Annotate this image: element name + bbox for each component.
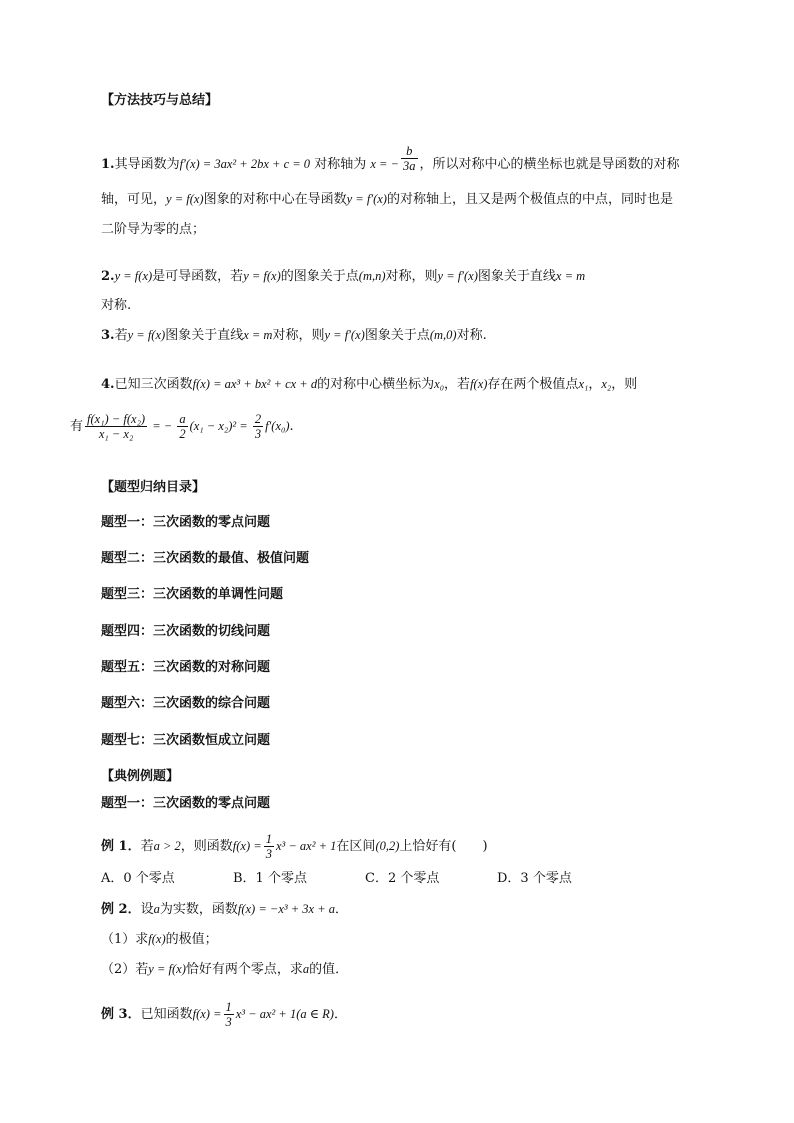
text: ，所以对称中心的横坐标也就是导函数的对称 bbox=[419, 157, 680, 172]
formula: f(x) = bbox=[192, 1007, 222, 1021]
formula: x³ − ax² + 1(a ∈ R) bbox=[235, 1007, 334, 1021]
section-heading-methods: 【方法技巧与总结】 bbox=[101, 93, 219, 108]
text: 的对称轴上，且又是两个极值点的中点，同时也是 bbox=[386, 192, 673, 207]
text: ，若 bbox=[444, 377, 471, 392]
option-b: B．1 个零点 bbox=[233, 871, 307, 886]
text: 的极值； bbox=[165, 932, 218, 947]
catalog-item-3: 题型三：三次函数的单调性问题 bbox=[101, 587, 284, 602]
paragraph-1-line-3: 二阶导为零的点； bbox=[101, 222, 206, 237]
text: 已知三次函数 bbox=[114, 377, 193, 392]
formula: (m,n) bbox=[358, 269, 386, 283]
text: 的值． bbox=[309, 962, 349, 977]
text: 有 bbox=[70, 419, 84, 434]
text: 图象关于点 bbox=[364, 328, 430, 343]
example-2-question bbox=[101, 901, 348, 918]
text: 是可导函数，若 bbox=[152, 269, 244, 284]
text: （1）求 bbox=[101, 932, 149, 947]
text: ，则函数 bbox=[180, 839, 233, 854]
paragraph-3 bbox=[101, 327, 487, 344]
formula: y = f(x) bbox=[114, 269, 153, 283]
text: ． bbox=[333, 1007, 347, 1022]
section-heading-catalog: 【题型归纳目录】 bbox=[101, 480, 206, 495]
formula: a > 2 bbox=[153, 839, 181, 853]
example-1-options bbox=[101, 871, 572, 887]
formula: y = f(x) bbox=[166, 192, 204, 206]
text: 为实数，函数 bbox=[159, 902, 238, 917]
formula: x₀ bbox=[434, 377, 445, 391]
text: 轴，可见， bbox=[101, 192, 167, 207]
example-1-question bbox=[101, 832, 488, 861]
numerator: 1 bbox=[265, 832, 272, 846]
denominator: 3 bbox=[254, 427, 262, 441]
example-type-heading: 题型一：三次函数的零点问题 bbox=[101, 796, 271, 811]
example-label: 例 2． bbox=[101, 902, 141, 917]
item-number: 1. bbox=[101, 157, 115, 172]
text: 对称轴为 bbox=[310, 157, 371, 172]
example-2-part-1 bbox=[101, 931, 218, 948]
text: 存在两个极值点 bbox=[487, 377, 579, 392]
formula: x₁ bbox=[578, 377, 589, 391]
formula: y = f′(x) bbox=[324, 328, 365, 342]
formula: (x₁ − x₂)² = bbox=[189, 419, 251, 433]
numerator: 2 bbox=[254, 412, 262, 426]
paragraph-2-line-1 bbox=[101, 268, 585, 285]
text: 在区间 bbox=[336, 839, 376, 854]
example-3-question bbox=[101, 1000, 347, 1029]
formula: f′(x) = 3ax² + 2bx + c = 0 bbox=[179, 157, 311, 171]
formula: f(x) bbox=[148, 932, 166, 946]
formula: y = f′(x) bbox=[346, 192, 387, 206]
numerator: f(x₁) − f(x₂) bbox=[87, 412, 146, 426]
paragraph-4-line-2 bbox=[70, 412, 294, 441]
text: （2）若 bbox=[101, 962, 149, 977]
item-number: 4. bbox=[101, 377, 115, 392]
paragraph-1-line-1 bbox=[101, 144, 680, 179]
section-heading-examples: 【典例例题】 bbox=[101, 769, 180, 784]
formula: x = m bbox=[555, 269, 586, 283]
text: 对称，则 bbox=[272, 328, 325, 343]
catalog-item-7: 题型七：三次函数恒成立问题 bbox=[101, 733, 271, 748]
catalog-item-2: 题型二：三次函数的最值、极值问题 bbox=[101, 551, 310, 566]
denominator: x₁ − x₂ bbox=[98, 427, 134, 441]
example-2-part-2 bbox=[101, 961, 348, 978]
fraction bbox=[85, 412, 147, 441]
formula: a bbox=[153, 902, 160, 916]
formula: x = m bbox=[243, 328, 273, 342]
formula: y = f(x) bbox=[127, 328, 166, 342]
formula: x³ − ax² + 1 bbox=[275, 839, 337, 853]
formula: y = f(x) bbox=[148, 962, 186, 976]
option-a: A．0 个零点 bbox=[101, 871, 175, 886]
catalog-item-4: 题型四：三次函数的切线问题 bbox=[101, 624, 271, 639]
paragraph-1-line-2 bbox=[101, 191, 673, 208]
text: 图象的对称中心在导函数 bbox=[203, 192, 347, 207]
formula: f(x) = ax³ + bx² + cx + d bbox=[192, 377, 318, 391]
formula: (m,0) bbox=[429, 328, 457, 342]
text: ，则 bbox=[611, 377, 638, 392]
denominator: 2 bbox=[179, 427, 186, 441]
fraction bbox=[253, 412, 263, 441]
denominator: 3 bbox=[265, 847, 272, 861]
formula: (0,2) bbox=[375, 839, 400, 853]
denominator: 3 bbox=[225, 1015, 232, 1029]
text: ． bbox=[335, 902, 349, 917]
option-c: C．2 个零点 bbox=[365, 871, 440, 886]
fraction bbox=[224, 1000, 234, 1029]
fraction bbox=[264, 832, 274, 861]
numerator: b bbox=[401, 144, 418, 159]
text: 设 bbox=[140, 902, 154, 917]
text: 对称，则 bbox=[385, 269, 438, 284]
text: 恰好有两个零点，求 bbox=[185, 962, 303, 977]
numerator: a bbox=[179, 412, 186, 426]
denominator: 3a bbox=[403, 159, 416, 173]
formula: a bbox=[302, 962, 310, 976]
text: 上恰好有( ) bbox=[399, 839, 488, 854]
text: 其导函数为 bbox=[114, 157, 180, 172]
item-number: 3. bbox=[101, 328, 115, 343]
formula: = − bbox=[149, 419, 176, 433]
formula: x = − bbox=[370, 157, 399, 171]
formula: x₂ bbox=[601, 377, 612, 391]
fraction bbox=[401, 144, 418, 173]
text: 若 bbox=[140, 839, 154, 854]
paragraph-2-line-2: 对称. bbox=[101, 298, 132, 313]
formula: y = f(x) bbox=[243, 269, 281, 283]
formula: f(x) = −x³ + 3x + a bbox=[237, 902, 336, 916]
catalog-item-5: 题型五：三次函数的对称问题 bbox=[101, 660, 271, 675]
text: . bbox=[289, 419, 294, 434]
text: 的图象关于点 bbox=[280, 269, 359, 284]
text: 对称. bbox=[456, 328, 487, 343]
paragraph-4-line-1 bbox=[101, 376, 637, 393]
option-d: D．3 个零点 bbox=[497, 871, 572, 886]
formula: y = f′(x) bbox=[437, 269, 478, 283]
text: 的对称中心横坐标为 bbox=[317, 377, 435, 392]
formula: f(x) bbox=[470, 377, 488, 391]
fraction bbox=[177, 412, 187, 441]
text: 图象关于直线 bbox=[477, 269, 556, 284]
formula: f(x) = bbox=[232, 839, 262, 853]
catalog-item-1: 题型一：三次函数的零点问题 bbox=[101, 515, 271, 530]
text: 若 bbox=[114, 328, 128, 343]
numerator: 1 bbox=[225, 1000, 232, 1014]
example-label: 例 1． bbox=[101, 839, 141, 854]
text: ， bbox=[588, 377, 602, 392]
catalog-item-6: 题型六：三次函数的综合问题 bbox=[101, 696, 271, 711]
text: 已知函数 bbox=[140, 1007, 193, 1022]
formula: f′(x₀) bbox=[265, 419, 290, 433]
item-number: 2. bbox=[101, 269, 115, 284]
text: 图象关于直线 bbox=[165, 328, 244, 343]
example-label: 例 3． bbox=[101, 1007, 141, 1022]
